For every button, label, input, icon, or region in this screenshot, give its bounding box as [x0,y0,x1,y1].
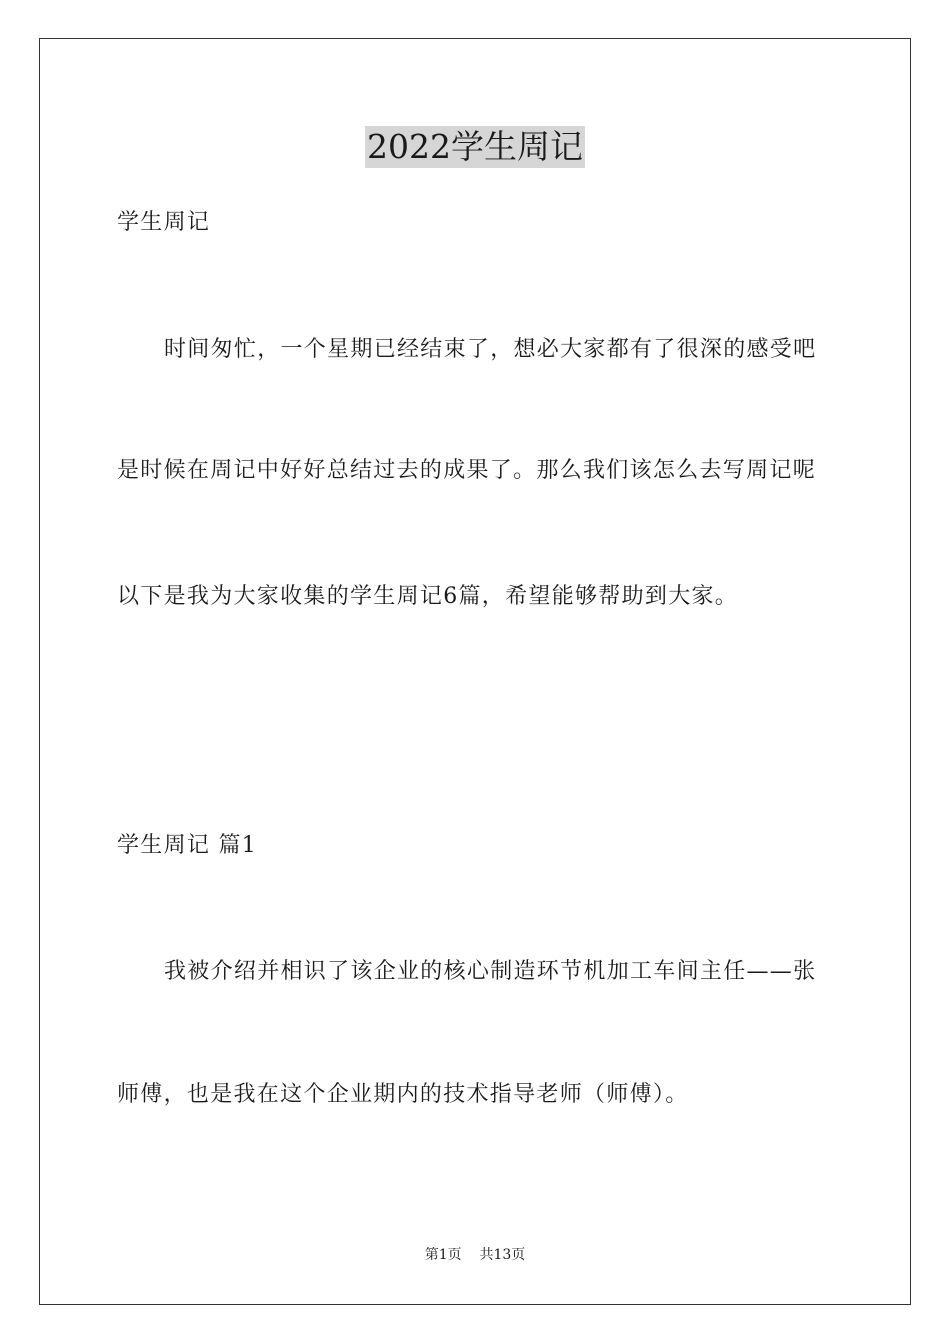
intro-line-3: 以下是我为大家收集的学生周记6篇，希望能够帮助到大家。 [117,584,739,609]
section-heading: 学生周记 篇1 [117,833,258,858]
intro-line-1: 时间匆忙，一个星期已经结束了，想必大家都有了很深的感受吧 [164,337,817,362]
intro-line-2: 是时候在周记中好好总结过去的成果了。那么我们该怎么去写周记呢 [117,458,817,483]
page-footer [0,1245,950,1265]
section-paragraph-line-2: 师傅，也是我在这个企业期内的技术指导老师（师傅）。 [117,1082,689,1107]
subtitle: 学生周记 [117,210,211,235]
title-container [0,126,950,168]
section-paragraph-line-1: 我被介绍并相识了该企业的核心制造环节机加工车间主任——张 [164,959,817,984]
document-title: 2022学生周记 [367,127,583,166]
page-number-label: 第1页 共13页 [424,1247,526,1263]
